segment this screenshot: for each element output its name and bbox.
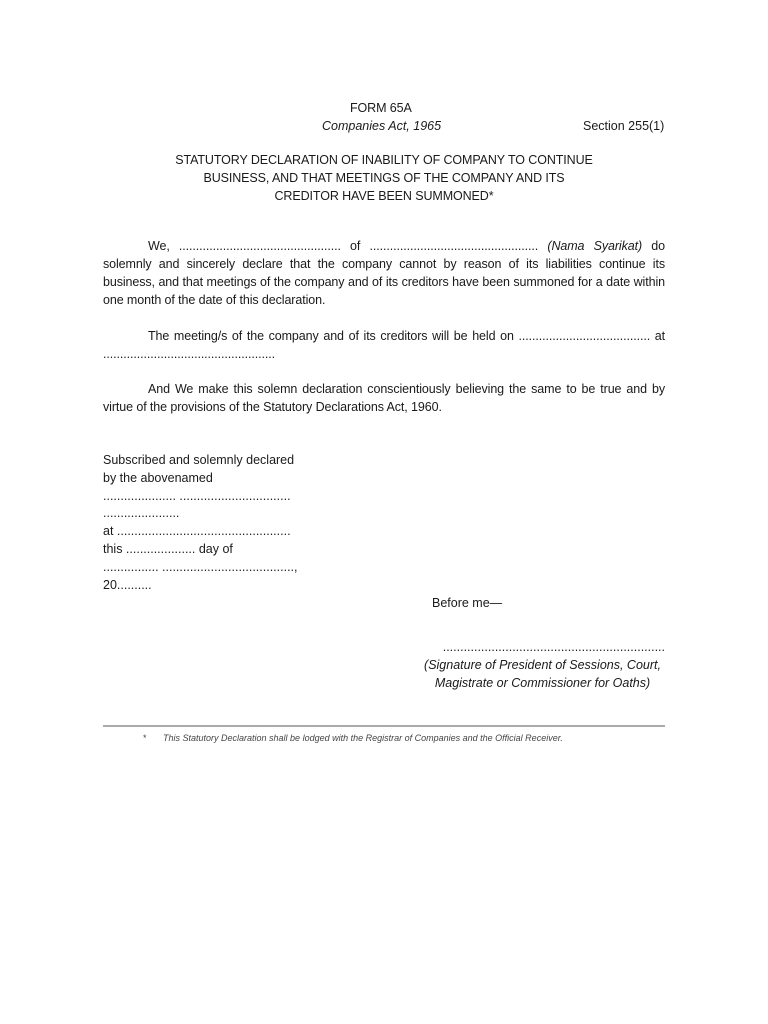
subscribed-block	[103, 452, 313, 594]
subscribed-line-6: this .................... day of	[103, 541, 233, 556]
footnote-divider	[103, 725, 665, 727]
document-heading	[103, 151, 665, 205]
signature-caption: (Signature of President of Sessions, Court, Magistrate or Commissioner for Oaths)	[424, 658, 661, 690]
heading-line-1: STATUTORY DECLARATION OF INABILITY OF COMPANY TO CONTINUE	[175, 153, 593, 167]
act-title: Companies Act, 1965	[322, 119, 442, 133]
footnote	[143, 733, 563, 743]
subscribed-line-2: by the abovenamed	[103, 470, 213, 485]
subscribed-line-7: ................ ......................................,	[103, 559, 298, 574]
declaration-paragraph	[103, 237, 665, 309]
heading-line-3: CREDITOR HAVE BEEN SUMMONED*	[274, 189, 494, 203]
subscribed-line-1: Subscribed and solemnly declared	[103, 453, 295, 467]
meeting-text: The meeting/s of the company and of its creditors will be held on ....................................... at ...................................................	[103, 329, 665, 361]
footnote-mark: *	[143, 733, 147, 743]
subscribed-line-8: 20..........	[103, 577, 152, 592]
company-name-label: (Nama Syarikat)	[547, 239, 643, 253]
signature-block	[420, 638, 665, 692]
section-reference: Section 255(1)	[583, 119, 665, 133]
footnote-text: This Statutory Declaration shall be lodged with the Registrar of Companies and the Official Receiver.	[163, 733, 563, 743]
declarant-blank: We, ................................................ of ..................................................	[148, 239, 539, 253]
conscience-paragraph	[103, 380, 665, 416]
signature-line: ................................................................	[442, 640, 665, 654]
heading-line-2: BUSINESS, AND THAT MEETINGS OF THE COMPANY AND ITS	[203, 171, 565, 185]
subscribed-line-4: ......................	[103, 506, 180, 521]
subscribed-line-5: at ..................................................	[103, 524, 291, 539]
conscience-text: And We make this solemn declaration conscientiously believing the same to be true and by virtue of the provisions of the Statutory Declarations Act, 1960.	[103, 382, 665, 414]
declaration-text: do solemnly and sincerely declare that the company cannot by reason of its liabilities continue its business, and that meetings of the company and of its creditors have been summoned for a date within one month of the date of this declaration.	[103, 239, 665, 307]
before-me-label: Before me—	[432, 596, 503, 610]
form-number: FORM 65A	[350, 101, 412, 115]
subscribed-line-3: ..................... ................................	[103, 488, 291, 503]
meeting-paragraph	[103, 327, 665, 363]
